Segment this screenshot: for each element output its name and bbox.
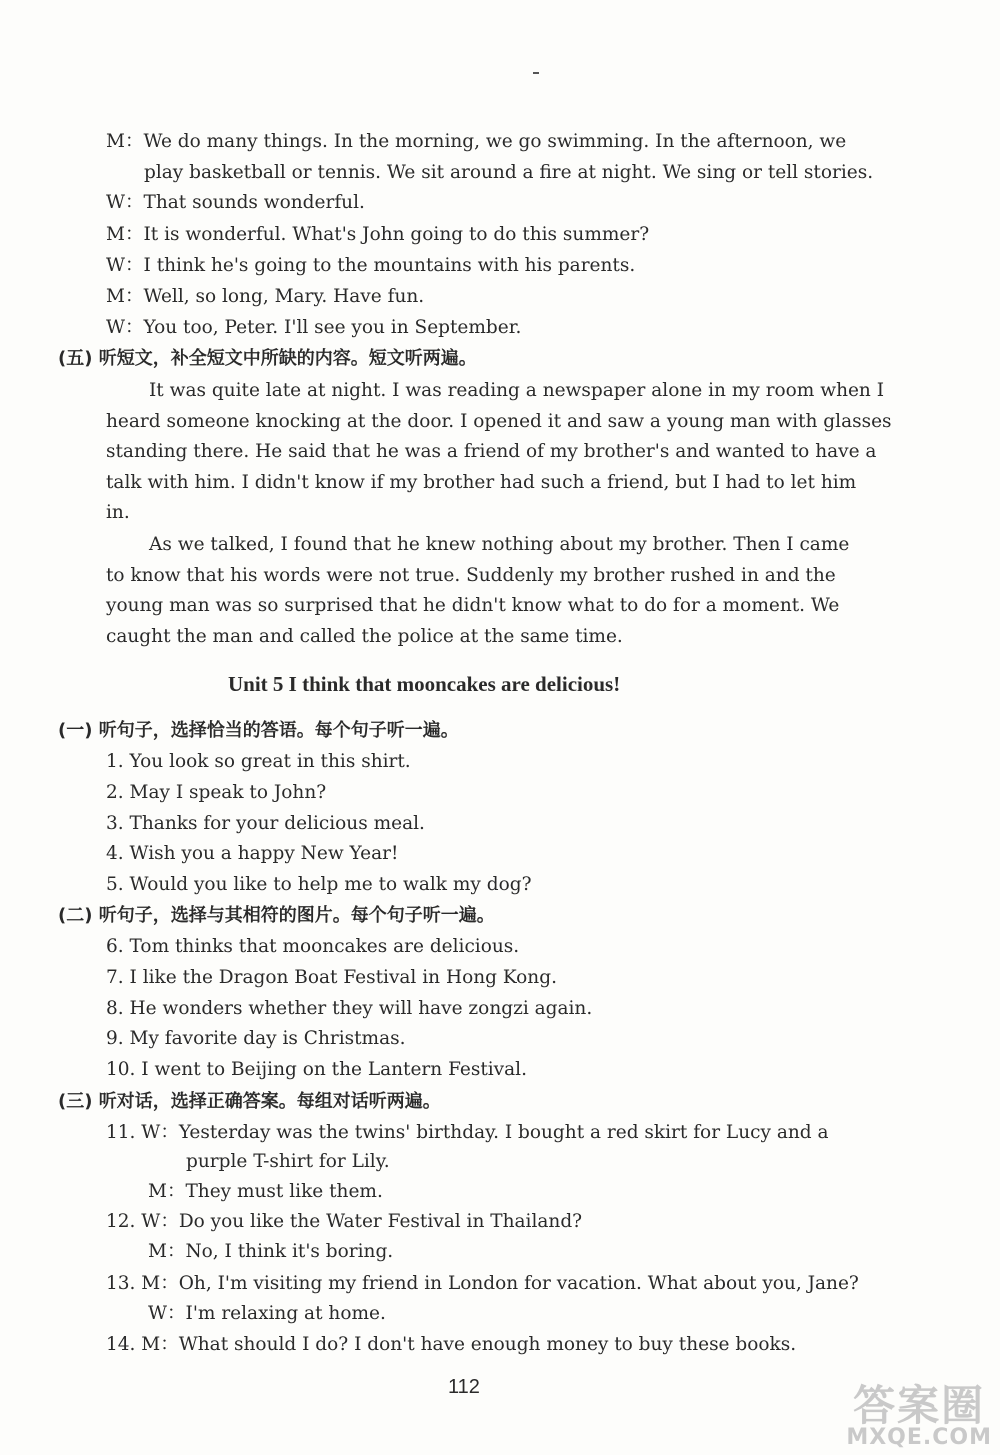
section-heading: (二) 听句子，选择与其相符的图片。每个句子听一遍。 [58,905,495,926]
question-item: 7. I like the Dragon Boat Festival in Hong Kong. [106,967,557,988]
question-item: 4. Wish you a happy New Year! [106,843,399,864]
question-item: 1. You look so great in this shirt. [106,751,411,772]
dialogue-line: M：It is wonderful. What's John going to do this summer? [106,224,650,245]
dialogue-line: M：They must like them. [148,1181,383,1202]
dialogue-line: play basketball or tennis. We sit around a fire at night. We sing or tell stories. [144,162,874,183]
watermark-url: MXQE.COM [846,1425,992,1450]
dialogue-line: W：I think he's going to the mountains with his parents. [106,255,636,276]
passage-line: talk with him. I didn't know if my brother had such a friend, but I had to let him [106,472,857,493]
passage-line: It was quite late at night. I was reading a newspaper alone in my room when I [149,380,885,401]
passage-line: caught the man and called the police at the same time. [106,626,623,647]
watermark-logo: 答案圈 [853,1381,986,1430]
dialogue-line: W：I'm relaxing at home. [148,1303,386,1324]
passage-line: in. [106,502,130,523]
dialogue-line: W：That sounds wonderful. [106,192,365,213]
top-mark [533,72,539,74]
question-item: 8. He wonders whether they will have zongzi again. [106,998,593,1019]
dialogue-line: 13. M：Oh, I'm visiting my friend in London for vacation. What about you, Jane? [106,1273,859,1294]
dialogue-line: 12. W：Do you like the Water Festival in Thailand? [106,1211,583,1232]
question-item: 6. Tom thinks that mooncakes are delicious. [106,936,520,957]
page-number: 112 [448,1376,480,1398]
question-item: 2. May I speak to John? [106,782,327,803]
watermark [846,1381,992,1450]
question-item: 9. My favorite day is Christmas. [106,1028,406,1049]
dialogue-line: M：Well, so long, Mary. Have fun. [106,286,425,307]
passage-line: to know that his words were not true. Suddenly my brother rushed in and the [106,565,836,586]
passage-line: heard someone knocking at the door. I opened it and saw a young man with glasses [106,411,892,432]
passage-line: standing there. He said that he was a friend of my brother's and wanted to have a [106,441,877,462]
question-item: 10. I went to Beijing on the Lantern Festival. [106,1059,527,1080]
passage-line: young man was so surprised that he didn't know what to do for a moment. We [106,595,840,616]
unit-title: Unit 5 I think that mooncakes are delicious! [228,672,621,696]
passage-line: As we talked, I found that he knew nothing about my brother. Then I came [149,534,850,555]
dialogue-line: M：No, I think it's boring. [148,1241,394,1262]
section-heading: (五) 听短文，补全短文中所缺的内容。短文听两遍。 [58,348,477,369]
dialogue-line: 11. W：Yesterday was the twins' birthday. I bought a red skirt for Lucy and a [106,1122,829,1143]
section-heading: (三) 听对话，选择正确答案。每组对话听两遍。 [58,1091,441,1112]
dialogue-line: M：We do many things. In the morning, we go swimming. In the afternoon, we [106,131,847,152]
section-heading: (一) 听句子，选择恰当的答语。每个句子听一遍。 [58,720,459,741]
dialogue-line: 14. M：What should I do? I don't have enough money to buy these books. [106,1334,797,1355]
question-item: 5. Would you like to help me to walk my dog? [106,874,532,895]
dialogue-line: W：You too, Peter. I'll see you in September. [106,317,522,338]
dialogue-line: purple T-shirt for Lily. [186,1151,390,1172]
question-item: 3. Thanks for your delicious meal. [106,813,425,834]
